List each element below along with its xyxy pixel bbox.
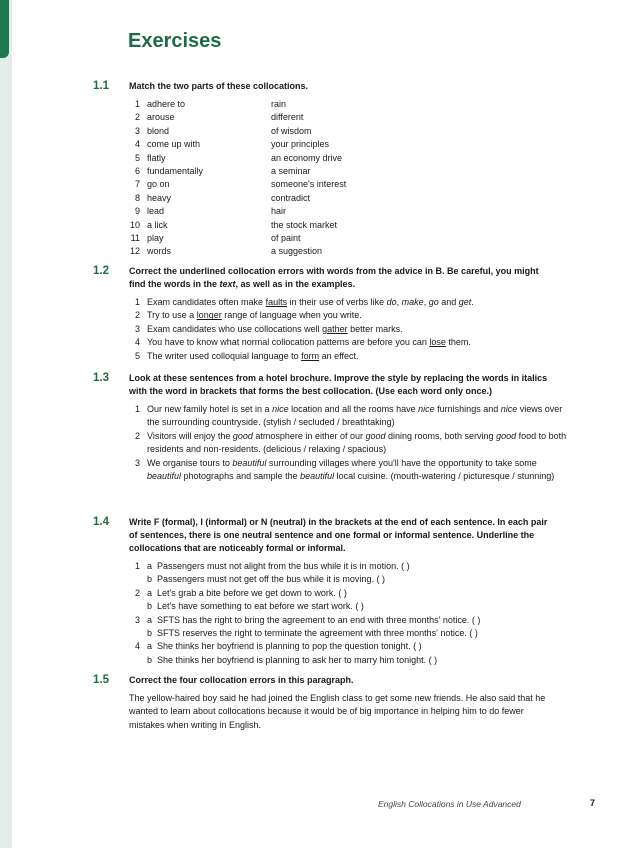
- match-list: [129, 98, 549, 259]
- match-row: 8 heavy contradict: [134, 192, 311, 203]
- exercise-instruction: Correct the four collocation errors in this paragraph.: [129, 675, 354, 685]
- exercise-instruction: Look at these sentences from a hotel brochure. Improve the style by replacing the words in italics with the word in brackets that forms the best collocation. (Use each word only once.): [129, 373, 548, 396]
- footer-book-title: English Collocations in Use Advanced: [378, 799, 521, 809]
- exercise-number: 1.3: [93, 372, 109, 384]
- list-item: 4 a She thinks her boyfriend is planning to pop the question tonight. ( ) b She thinks her boyfriend is planning to ask her to marry him tonight. ( ): [134, 641, 438, 665]
- match-row: 2 arouse different: [134, 112, 304, 123]
- exercise-1-2: [93, 265, 572, 363]
- list-item: 3 We organise tours to beautiful surrounding villages where you'll have the opportunity to take some beautiful photographs and sample the beautiful local cuisine. (mouth-watering / picturesque / stunning): [134, 457, 555, 482]
- match-row: 7 go on someone's interest: [134, 179, 347, 190]
- list-item: 4 You have to know what normal collocation patterns are before you can lose them.: [134, 337, 471, 348]
- exercise-number: 1.1: [93, 80, 109, 92]
- page-title: Exercises: [128, 30, 222, 52]
- exercise-1-3: [93, 372, 572, 483]
- sentence-list: [129, 296, 572, 363]
- list-item: 2 Try to use a longer range of language when you write.: [134, 310, 362, 321]
- match-row: 10 a lick the stock market: [129, 219, 338, 230]
- exercise-instruction: Correct the underlined collocation errors with words from the advice in B. Be careful, you might find the words in the text, as well as in the examples.: [129, 266, 539, 289]
- list-item: 2 a Let's grab a bite before we get down to work. ( ) b Let's have something to eat before we start work. ( ): [134, 587, 364, 612]
- exercise-number: 1.4: [93, 516, 109, 528]
- match-row: 9 lead hair: [134, 206, 287, 217]
- exercise-1-4: [93, 516, 572, 667]
- exercise-number: 1.5: [93, 674, 109, 686]
- exercise-instruction: Write F (formal), I (informal) or N (neutral) in the brackets at the end of each sentence. In each pair of sentences, there is one neutral sentence and one formal or informal sentence. Underline the collocations that are noticeably formal or informal.: [129, 517, 548, 553]
- match-row: 4 come up with your principles: [134, 139, 330, 150]
- exercise-instruction: Match the two parts of these collocations.: [129, 81, 309, 91]
- match-row: 1 adhere to rain: [134, 99, 287, 109]
- match-row: 3 blond of wisdom: [134, 125, 312, 136]
- exercise-1-1: [93, 80, 549, 259]
- match-row: 6 fundamentally a seminar: [134, 166, 311, 177]
- list-item: 2 Visitors will enjoy the good atmosphere in either of our good dining rooms, both serving good food to both residents and non-residents. (delicious / relaxing / spacious): [134, 430, 567, 455]
- list-item: 5 The writer used colloquial language to form an effect.: [134, 350, 359, 361]
- sentence-pairs: [129, 560, 572, 667]
- match-row: 5 flatly an economy drive: [134, 152, 343, 163]
- exercise-paragraph: The yellow-haired boy said he had joined the English class to get some new friends. He also said that he wanted to learn about collocations because it would be of big importance in helping him to do fewer mistakes when writing in English.: [129, 693, 546, 730]
- page-edge-band: [0, 0, 12, 848]
- list-item: 1 Exam candidates often make faults in their use of verbs like do, make, go and get.: [134, 297, 474, 307]
- sentence-list: [129, 403, 572, 483]
- list-item: 1 a Passengers must not alight from the bus while it is in motion. ( ) b Passengers must not get off the bus while it is moving. ( ): [134, 561, 410, 585]
- list-item: 3 a SFTS has the right to bring the agreement to an end with three months' notice. ( ) b SFTS reserves the right to terminate the agreement with three months' notice. ( ): [134, 614, 481, 639]
- match-row: 12 words a suggestion: [129, 246, 323, 257]
- list-item: 3 Exam candidates who use collocations well gather better marks.: [134, 323, 403, 334]
- exercise-1-5: [93, 674, 549, 732]
- unit-tab: [0, 0, 9, 58]
- exercise-number: 1.2: [93, 265, 109, 277]
- list-item: 1 Our new family hotel is set in a nice location and all the rooms have nice furnishings and nice views over the surrounding countryside. (stylish / secluded / breathtaking): [134, 404, 563, 428]
- match-row: 11 play of paint: [130, 233, 301, 244]
- page-number: 7: [590, 798, 596, 808]
